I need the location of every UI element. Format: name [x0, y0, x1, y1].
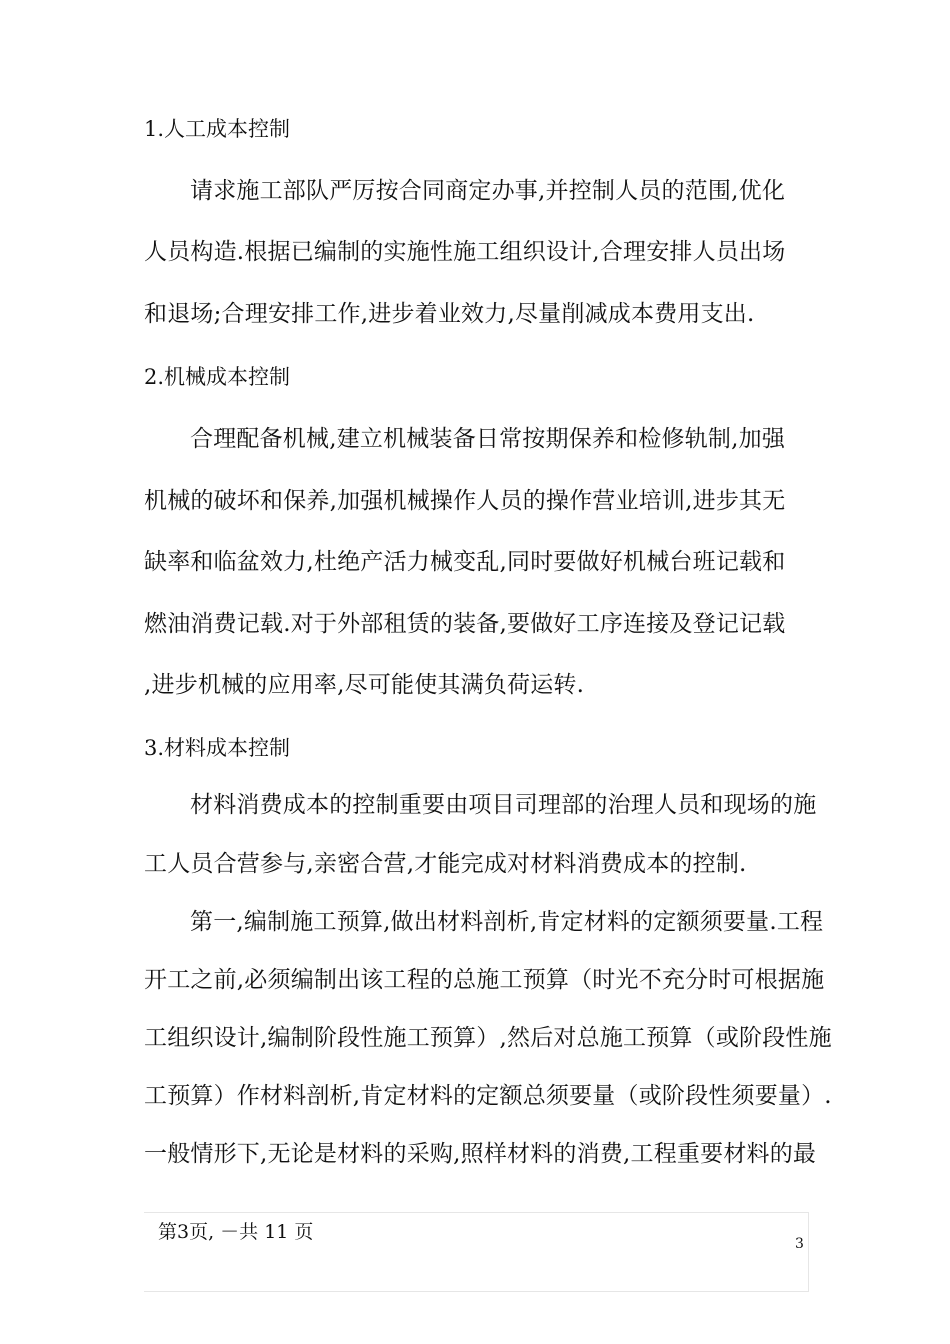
paragraph-line: 合理配备机械,建立机械装备日常按期保养和检修轨制,加强	[190, 426, 786, 452]
paragraph-line: 燃油消费记载.对于外部租赁的装备,要做好工序连接及登记记载	[144, 611, 786, 637]
paragraph-line: 请求施工部队严厉按合同商定办事,并控制人员的范围,优化	[190, 178, 786, 204]
paragraph-line: ,进步机械的应用率,尽可能使其满负荷运转.	[144, 672, 585, 698]
section-heading-material-cost: 3.材料成本控制	[144, 736, 291, 760]
paragraph-line: 和退场;合理安排工作,进步着业效力,尽量削减成本费用支出.	[144, 301, 755, 327]
paragraph-line: 缺率和临盆效力,杜绝产活力械变乱,同时要做好机械台班记载和	[144, 549, 786, 575]
paragraph-line: 工组织设计,编制阶段性施工预算）,然后对总施工预算（或阶段性施	[144, 1025, 832, 1051]
paragraph-line: 一般情形下,无论是材料的采购,照样材料的消费,工程重要材料的最	[144, 1141, 817, 1167]
paragraph-line: 材料消费成本的控制重要由项目司理部的治理人员和现场的施	[190, 792, 817, 818]
paragraph-line: 工人员合营参与,亲密合营,才能完成对材料消费成本的控制.	[144, 851, 747, 877]
section-heading-labor-cost: 1.人工成本控制	[144, 117, 291, 141]
footer-page-number: 3	[795, 1236, 804, 1252]
paragraph-line: 工预算）作材料剖析,肯定材料的定额总须要量（或阶段性须要量）.	[144, 1083, 832, 1109]
paragraph-line: 人员构造.根据已编制的实施性施工组织设计,合理安排人员出场	[144, 239, 786, 265]
paragraph-line: 第一,编制施工预算,做出材料剖析,肯定材料的定额须要量.工程	[190, 909, 824, 935]
paragraph-line: 机械的破坏和保养,加强机械操作人员的操作营业培训,进步其无	[144, 488, 786, 514]
section-heading-machinery-cost: 2.机械成本控制	[144, 365, 291, 389]
paragraph-line: 开工之前,必须编制出该工程的总施工预算（时光不充分时可根据施	[144, 967, 825, 993]
footer-page-label: 第3页, －共 11 页	[158, 1221, 314, 1243]
